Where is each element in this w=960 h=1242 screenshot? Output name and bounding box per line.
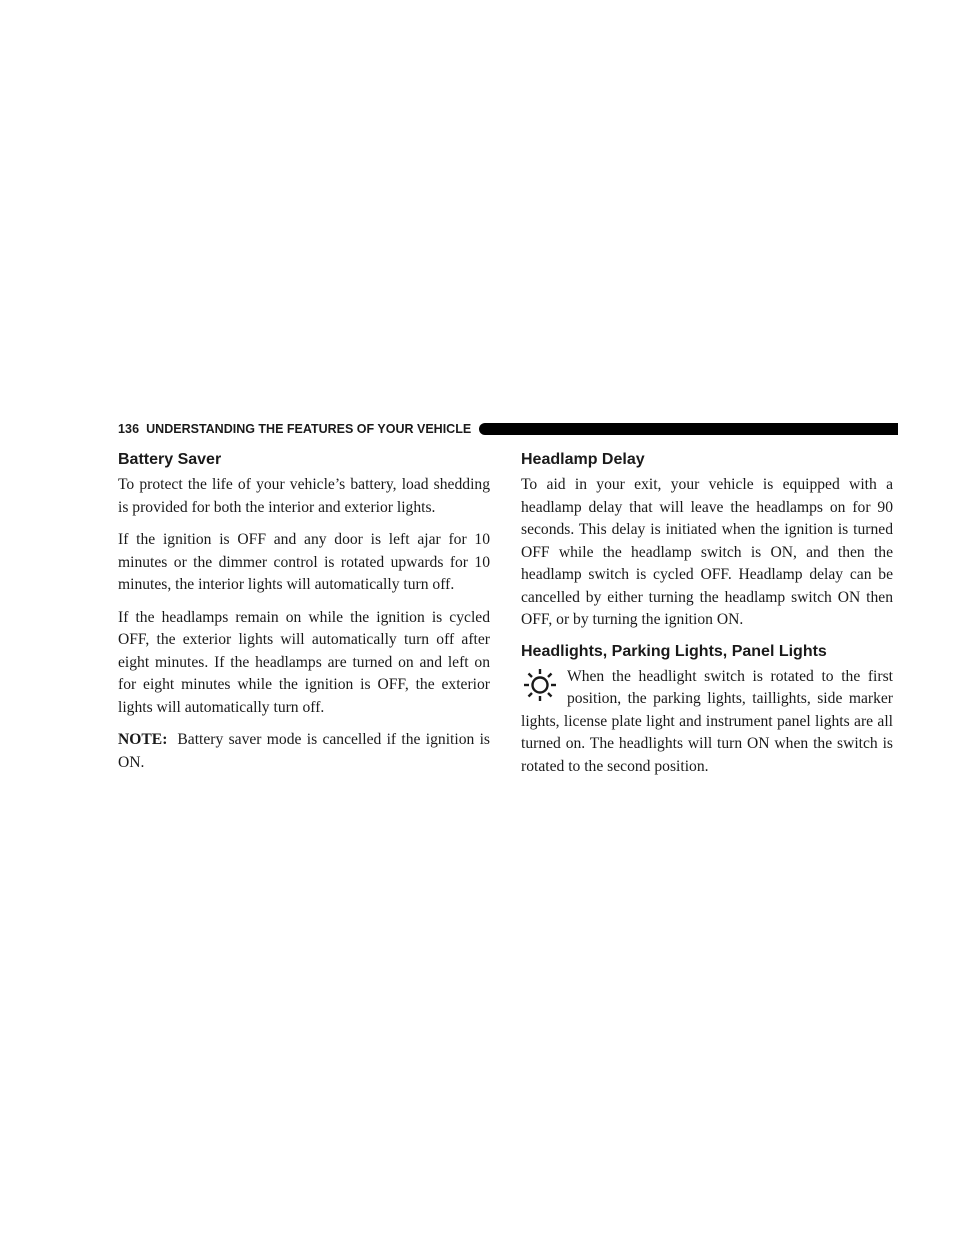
headlamp-delay-heading: Headlamp Delay [521, 451, 645, 468]
battery-saver-paragraph-2: If the ignition is OFF and any door is left ajar for 10 minutes or the dimmer control is rotated upwards for 10 minutes, the interior lights will automatically turn off. [118, 531, 490, 593]
note-text: Battery saver mode is cancelled if the ignition is ON. [118, 731, 490, 771]
page-number: 136 [118, 422, 140, 436]
note-label: NOTE: [118, 731, 168, 748]
battery-saver-paragraph-1: To protect the life of your vehicle’s battery, load shedding is provided for both the interior and exterior lights. [118, 476, 490, 516]
left-column [118, 450, 490, 784]
headlights-paragraph [521, 666, 893, 779]
right-column [521, 450, 893, 788]
headlamp-delay-paragraph: To aid in your exit, your vehicle is equipped with a headlamp delay that will leave the headlamps on for 90 seconds. This delay is initiated when the ignition is turned OFF while the headlamp switch is ON, and then the headlamp switch is cycled OFF. Headlamp delay can be cancelled by either turning the headlamp switch ON then OFF, or by turning the ignition ON. [521, 476, 893, 628]
headlight-sun-icon [521, 666, 559, 706]
battery-saver-note [118, 729, 490, 774]
battery-saver-paragraph-3: If the headlamps remain on while the ignition is cycled OFF, the exterior lights will automatically turn off after eight minutes. If the headlamps are turned on and left on for eight minutes while the ignition is OFF, the exterior lights will automatically turn off. [118, 608, 490, 716]
header-bar [479, 423, 898, 435]
headlights-heading: Headlights, Parking Lights, Panel Lights [521, 642, 827, 660]
section-title: UNDERSTANDING THE FEATURES OF YOUR VEHICLE [146, 422, 472, 436]
battery-saver-heading: Battery Saver [118, 451, 222, 468]
page-header [118, 421, 898, 437]
headlights-text: When the headlight switch is rotated to the first position, the parking lights, taillights, side marker lights, license plate light and instrument panel lights are all turned on. The headlights will turn ON when the switch is rotated to the second position. [521, 667, 893, 775]
